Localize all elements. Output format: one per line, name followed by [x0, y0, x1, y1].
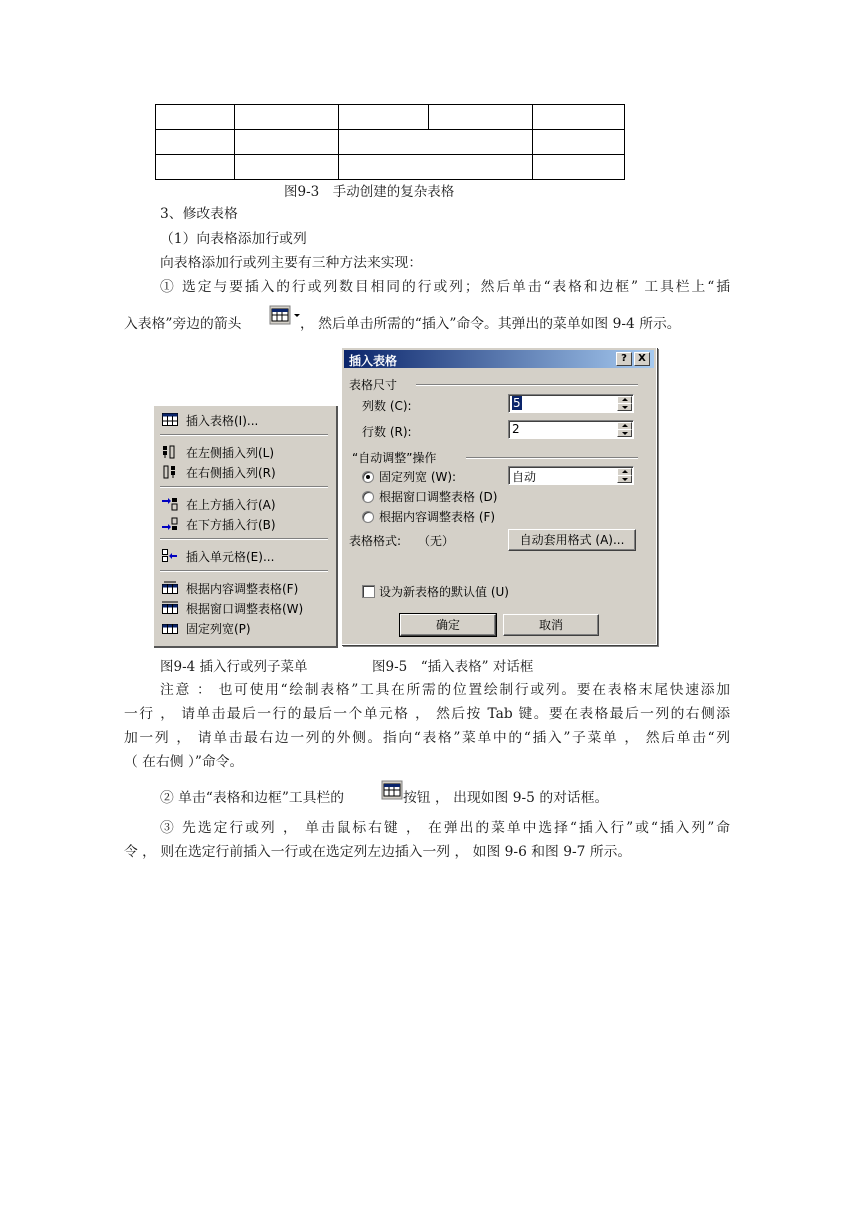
note-line-4: （ 在右侧 ）”命令。 — [124, 754, 244, 770]
menu-separator — [160, 570, 328, 572]
menu-separator — [160, 538, 328, 540]
menu-separator — [160, 434, 328, 436]
autofit-window-icon — [162, 601, 178, 615]
note-line-3: 加一列 ， 请单击最右边一列的外侧。指向“表格”菜单中的“插入”子菜单 ， 然后单击“列 — [124, 730, 730, 746]
method-1-line-2b: ， 然后单击所需的“插入”命令。其弹出的菜单如图 9-4 所示。 — [300, 316, 681, 332]
autofit-window-label: 根据窗口调整表格 (D) — [379, 490, 498, 504]
menu-item-insert-row-above[interactable]: 在上方插入行(A) — [154, 494, 334, 514]
insert-submenu — [154, 406, 338, 648]
group-divider — [466, 457, 638, 459]
fixed-column-width-icon — [162, 621, 178, 635]
autofit-window-radio[interactable] — [362, 491, 374, 503]
method-1-line-2a: 入表格”旁边的箭头 — [124, 316, 242, 332]
columns-value: 5 — [513, 396, 521, 410]
fixed-width-spinner[interactable] — [508, 466, 634, 485]
fixed-width-radio[interactable] — [362, 471, 374, 483]
insert-column-left-icon — [162, 445, 178, 459]
complex-table-figure — [155, 104, 625, 180]
fixed-width-value: 自动 — [512, 470, 537, 484]
rows-spinner[interactable] — [508, 420, 634, 439]
figure-9-3-caption: 图9-3 手动创建的复杂表格 — [284, 184, 455, 200]
dialog-titlebar — [344, 350, 654, 368]
section-intro: 向表格添加行或列主要有三种方法来实现： — [160, 255, 423, 271]
autofit-contents-radio[interactable] — [362, 511, 374, 523]
columns-spin-arrows[interactable] — [617, 396, 632, 411]
rows-value: 2 — [512, 422, 520, 436]
method-2-part-b: 按钮 ， 出现如图 9-5 的对话框。 — [403, 790, 609, 806]
ok-button[interactable]: 确定 — [400, 614, 496, 636]
note-line-2: 一行 ， 请单击最后一行的最后一个单元格 ， 然后按 Tab 键。要在表格最后一列的右侧添 — [124, 706, 730, 722]
menu-item-insert-column-left[interactable]: 在左侧插入列(L) — [154, 442, 334, 462]
insert-row-above-icon — [162, 497, 178, 511]
rows-label: 行数 (R): — [362, 425, 412, 439]
figure-9-5-caption: 图9-5 “插入表格” 对话框 — [372, 659, 534, 675]
fixed-width-label: 固定列宽 (W): — [379, 470, 457, 484]
section-heading: 3、修改表格 — [160, 206, 238, 222]
method-2-part-a: ② 单击“表格和边框”工具栏的 — [160, 790, 345, 806]
insert-table-button-icon — [381, 780, 403, 800]
autofit-contents-label: 根据内容调整表格 (F) — [379, 510, 496, 524]
columns-spinner[interactable] — [508, 394, 634, 413]
size-group-label: 表格尺寸 — [349, 378, 398, 392]
insert-row-below-icon — [162, 517, 178, 531]
menu-item-autofit-contents[interactable]: 根据内容调整表格(F) — [154, 578, 334, 598]
help-button[interactable]: ? — [616, 352, 632, 366]
method-3-line-2: 令 ， 则在选定行前插入一行或在选定列左边插入一列 ， 如图 9-6 和图 9-7 所示。 — [124, 844, 632, 860]
menu-item-fixed-column-width[interactable]: 固定列宽(P) — [154, 618, 334, 638]
menu-item-insert-cells[interactable]: 插入单元格(E)... — [154, 546, 334, 566]
menu-item-insert-table[interactable]: 插入表格(I)... — [154, 410, 334, 430]
group-divider — [416, 384, 638, 386]
table-style-label: 表格格式: — [349, 534, 402, 548]
menu-item-insert-row-below[interactable]: 在下方插入行(B) — [154, 514, 334, 534]
insert-column-right-icon — [162, 465, 178, 479]
menu-item-insert-column-right[interactable]: 在右侧插入列(R) — [154, 462, 334, 482]
note-line-1: 注意 ： 也可使用“绘制表格”工具在所需的位置绘制行或列。要在表格末尾快速添加 — [160, 682, 730, 698]
autoformat-button[interactable]: 自动套用格式 (A)... — [508, 529, 636, 551]
table-style-value: （无） — [418, 534, 455, 548]
rows-spin-arrows[interactable] — [617, 422, 632, 437]
cancel-button[interactable]: 取消 — [503, 614, 599, 636]
close-button[interactable]: X — [634, 352, 650, 366]
figure-9-4-caption: 图9-4 插入行或列子菜单 — [160, 659, 308, 675]
insert-table-dialog — [341, 347, 657, 645]
columns-label: 列数 (C): — [362, 399, 412, 413]
default-checkbox-label: 设为新表格的默认值 (U) — [379, 585, 509, 599]
fixed-width-spin-arrows[interactable] — [617, 468, 632, 483]
insert-cells-icon — [162, 549, 178, 563]
menu-item-autofit-window[interactable]: 根据窗口调整表格(W) — [154, 598, 334, 618]
autofit-contents-icon — [162, 581, 178, 595]
method-1-line-1: ① 选定与要插入的行或列数目相同的行或列；然后单击“表格和边框” 工具栏上“插 — [160, 279, 730, 295]
section-subheading: （1）向表格添加行或列 — [160, 231, 307, 247]
autofit-group-label: “自动调整”操作 — [352, 451, 437, 465]
insert-table-icon — [162, 413, 178, 427]
default-checkbox[interactable] — [362, 585, 375, 598]
dialog-title: 插入表格 — [349, 354, 398, 368]
method-3-line-1: ③ 先选定行或列 ， 单击鼠标右键 ， 在弹出的菜单中选择“插入行”或“插入列”命 — [160, 820, 730, 836]
menu-separator — [160, 486, 328, 488]
insert-table-arrow-icon — [269, 305, 303, 327]
